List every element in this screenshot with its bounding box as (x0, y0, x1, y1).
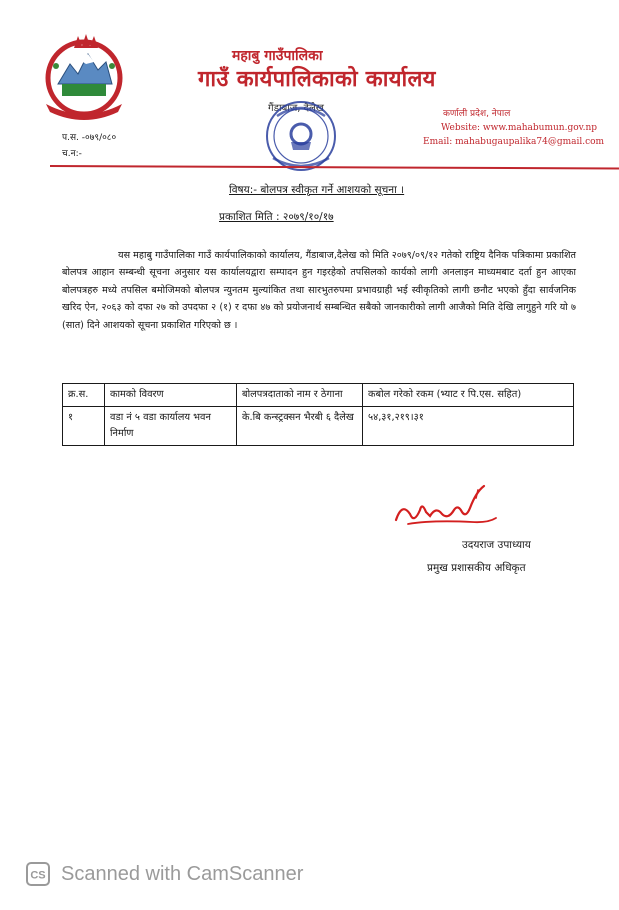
dispatch-number: च.न:- (62, 149, 82, 159)
header-bidder: बोलपत्रदाताको नाम र ठेगाना (237, 384, 363, 407)
table-header-row (63, 384, 574, 407)
province: कर्णाली प्रदेश, नेपाल (443, 109, 511, 119)
notice-body (62, 247, 576, 334)
cell-bid-amount: ५४,३१,२१९।३१ (363, 407, 574, 446)
header-bid-amount: कबोल गरेको रकम (भ्याट र पि.एस. सहित) (363, 384, 574, 407)
camscanner-watermark: Scanned with CamScanner (61, 863, 304, 885)
signatory-designation: प्रमुख प्रशासकीय अधिकृत (427, 562, 526, 574)
office-stamp (253, 96, 349, 176)
signature (392, 480, 502, 538)
reference-number: प.स. -०७९/०८० (62, 133, 117, 143)
award-table (62, 383, 574, 446)
camscanner-logo-icon (26, 862, 50, 886)
email-line: Email: mahabugaupalika74@gmail.com (423, 137, 605, 147)
table-row (63, 407, 574, 446)
svg-text:CS: CS (30, 869, 46, 882)
notice-subject: विषय:- बोलपत्र स्वीकृत गर्ने आशयको सूचना । (229, 184, 405, 196)
notice-paragraph: यस महाबु गाउँपालिका गाउँ कार्यपालिकाको कार्यालय, गैंडाबाज,दैलेख को मिति २०७९/०९/१२ गतेको राष्ट्रिय दैनिक पत्रिकामा प्रकाशित बोलपत्र आहान सम्बन्धी सूचना अनुसार यस कार्यालयद्वारा सम्पादन हुन गइरहेको तपसिलको कार्यको लागी अनलाइन माध्यमबाट दर्ता हुन आएका बोलपत्रहरु मध्ये तपसिल बमोजिमको बोलपत्र न्युनतम मुल्यांकित तथा सारभुतरुपमा प्रभावग्राही भई स्वीकृतिको लागी छनौट भएको हुँदा सार्वजनिक खरिद ऐन, २०६३ को दफा २७ को उपदफा २ (१) र दफा ४७ को प्रयोजनार्थ सम्बन्धित सबैको जानकारीको लागी आजैको मिति देखि लागुहुने गरि यो ७ (सात) दिने आशयको सूचना प्रकाशित गरिएको छ । (62, 250, 576, 331)
cell-serial: १ (63, 407, 105, 446)
cell-work-description: वडा नं ५ वडा कार्यालय भवन निर्माण (105, 407, 237, 446)
municipality-emblem (36, 28, 132, 120)
website-line: Website: www.mahabumun.gov.np (441, 123, 598, 133)
office-name: गाउँ कार्यपालिकाको कार्यालय (198, 66, 436, 92)
published-date: प्रकाशित मिति : २०७९/१०/१७ (219, 211, 334, 223)
signatory-name: उदयराज उपाध्याय (462, 539, 531, 551)
municipality-name: महाबु गाउँपालिका (232, 48, 323, 64)
header-serial: क्र.स. (63, 384, 105, 407)
header-work-description: कामको विवरण (105, 384, 237, 407)
office-location: गैंडाबाज, दैलेख (268, 103, 324, 114)
cell-bidder: के.बि कन्स्ट्रक्सन भैरबी ६ दैलेख (237, 407, 363, 446)
